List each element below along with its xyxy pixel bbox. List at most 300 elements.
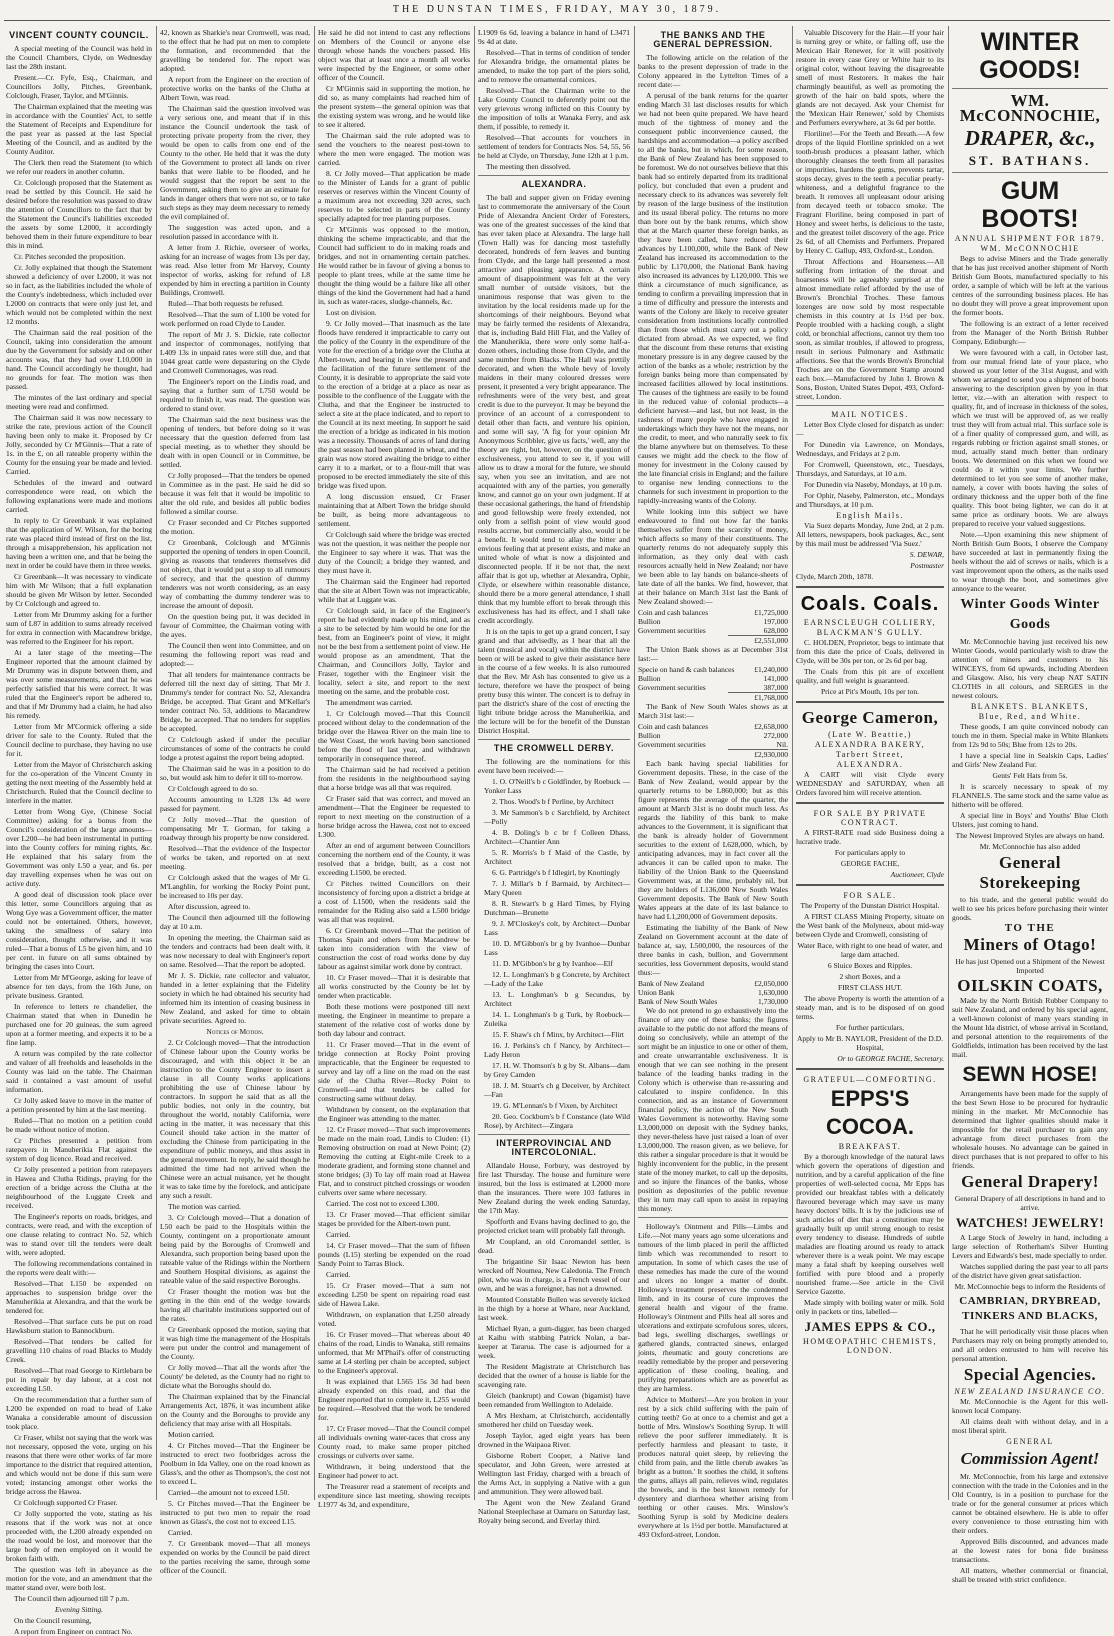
column-3 — [318, 28, 470, 1509]
intercolonial-headline: INTERPROVINCIAL AND INTERCOLONIAL. — [496, 1138, 612, 1157]
paragraph: A report from the Engineer on the erection of protective works on the banks of the Clutha at Albert Town, was read. — [160, 75, 310, 102]
paragraph: Both these motions were postponed till next meeting, the Engineer in meantime to prepare a statement of the relative cost of works done by both day labour and contract. — [318, 1002, 470, 1038]
table-row — [638, 674, 788, 683]
paragraph: Gents' Felt Hats from 5s. — [992, 771, 1068, 780]
paragraph: The Union Bank shows as at December 31st last:— — [638, 645, 788, 663]
list-item: 4. B. Doling's b c br f Colleen Dhass, Architect—Chantier Ann — [484, 828, 630, 846]
paragraph: A return was compiled by the rate collector and valuer of all freeholds and leaseholds in the County was laid on the table. The Chairman said it contained a vast amount of useful information. — [6, 1049, 152, 1094]
gum-boots-title: GUM BOOTS! — [981, 177, 1079, 233]
paragraph: The Chairman said it was now necessary to strike the rate, previous action of the Council having been only to make it. Proposed by Cr Jolly, seconded by Cr M'Ginnis—That a rate of 1s. in the £, on all rateable property within the County for the ensuing year be made and levied. Carried. — [6, 413, 152, 476]
row-value: 197,000 — [763, 617, 788, 626]
paragraph: The Chairman said he had received a petition from the residents in the neighbourhood saying that a horse bridge was all that was required. — [318, 765, 470, 792]
paragraph: Cr Greenbank—It was necessary to vindicate him with Mr Wilson; that a full explanation should be given Mr Wilson by letter. Seconded by Cr Colclough and agreed to. — [6, 572, 152, 608]
list-item: 20. Geo. Cockburn's b f Constance (late Wild Rose), by Architect—Zingara — [484, 1112, 630, 1130]
paragraph: By a thorough knowledge of the natural laws which govern the operations of digestion and nutrition, and by a careful application of the fine properties of well-selected cocoa, Mr Epps has provided our breakfast tables with a delicately flavoured beverage which may save us many heavy doctors' bills. It is by the judicious use of such articles of diet that a constitution may be gradually built up until strong enough to resist every tendency to disease. Hundreds of subtle maladies are floating around us ready to attack wherever there is a weak point. We may escape many a fatal shaft by keeping ourselves well fortified with pure blood and a properly nourished frame.—See article in the Civil Service Gazette. — [796, 1152, 944, 1296]
list-item: 10. D. M'Gibbon's br g by Ivanhoe—Dunbar Lass — [484, 939, 630, 957]
paragraph: Watches supplied during the past year to all parts of the district have given great satisfaction. — [952, 1262, 1108, 1280]
paragraph: A CART will visit Clyde every WEDNESDAY and SATURDAY, when all Orders favored him will receive attention. — [796, 770, 944, 797]
merchant-location: ST. BATHANS. — [968, 153, 1092, 168]
paragraph: The Bank of New South Wales shows as at March 31st last:— — [638, 702, 788, 720]
table-row — [638, 683, 788, 692]
bakery-ad-line: Tarbert Street, — [835, 750, 905, 759]
paragraph: All matters, whether commercial or financial, shall be treated with strict confidence. — [952, 1566, 1108, 1584]
paragraph: Mounted Constable Bullen was severely kicked in the thigh by a horse at Whare, near Auckland, last week. — [478, 1295, 630, 1322]
paragraph: Cr. Colclough proposed that the Statement as read be settled by this Council. He said he desired before the resolution was passed to draw the attention of Councillors to the fact that by the Statement the Council's liabilities exceeded the assets by some L2000, it accordingly behoved them in their future expenditure to bear this in mind. — [6, 178, 152, 250]
colliery-name: EARNSCLEUGH COLLIERY, — [803, 618, 937, 627]
paragraph: The Treasurer read a statement of receipts and expenditure since last meeting, showing receipts L1977 4s 3d, and expenditure, — [318, 1482, 470, 1509]
paragraph: 3. Cr Colclough moved—That a donation of L50 each be paid to the Hospitals within the County, contingent on a proportionate amount being paid by the Boroughs of Cromwell and Alexandra, such proportion being based upon the rateable value of the Ridings within the Northern and Southern Hospital divisions, as against the rateable value of the said respective Boroughs. — [160, 1213, 310, 1285]
cocoa-maker-line: HOMŒOPATHIC CHEMISTS, LONDON. — [803, 1337, 937, 1355]
masthead-rule — [4, 20, 1110, 21]
paragraph: Resolved—That L150 be expended on approaches to suspension bridge over the Manuherikia at Alexandra, and that the work be tendered for. — [6, 1279, 152, 1315]
paragraph: Spofforth and Evans having declined to go, the projected cricket team will probably fall through. — [478, 1217, 630, 1235]
row-value: 387,000 — [763, 683, 788, 692]
paragraph: A perusal of the bank returns for the quarter ending March 31 last discloses results for which we had not been quite prepared. We have heard much of the tightness of money and the consequent public inconvenience caused, the hardships and accommodation—a policy ascribed to all the banks, but in which, for some reason, the Bank of New Zealand has been supposed to be foremost. We do not ourselves believe that this bank had so entirely departed from its traditional policy, but concluded that even a prudent and necessary check to its advances was severely felt by reason of the large business of the institution and its usual liberal policy. The returns no more than bore out by the bank returns, which show that at the March quarter these foreign banks, as they have been called, have reduced their advances by L100,000, while the Bank of New Zealand has increased its accommodation to the public by L170,000, the National Bank having also increased its advances by L120,000. This we think a circumstance of much significance, as tending to confirm a prevailing impression that in a time of difficulty and pressure the interests and wants of the Colony are likely to receive greater consideration from institutions locally controlled than from those which must carry out a policy dictated from abroad. As we expected, we find that the discount from these returns that existing monetary pressure is in any degree caused by the action of the banks as a whole; restriction by the foreign banks being more than compensated by increased facilities allowed by local institutions. The causes of the tightness are easily to be found in the reduced value of colonial products—a deficient harvest—and last, but not least, in the rashness of many people who have engaged in undertakings which they have not the means, nor the credit, to meet, and who naturally seek to fix the blame anywhere but on themselves. To these causes we might add the check to the flow of money for investment in the Colony caused by the late financial crisis in England; and the failure to organise new lending connections to the channels for such investment in proportion to the rapidly-increasing wants of the Colony. — [638, 91, 788, 505]
paragraph: The question was left in abeyance as the motion for the vote, and an amendment that the matter stand over, were both lost. — [6, 1565, 152, 1592]
paragraph: 42, known as Sharkie's near Cromwell, was read, to the effect that he had put on men to complete the formation, and recommended that the gravelling be tendered for. The report was adopted. — [160, 28, 310, 73]
paragraph: A FIRST-RATE road side Business doing a lucrative trade. — [796, 828, 944, 846]
paragraph: Cr Fraser seconded and Cr Pitches supported the motion. — [160, 518, 310, 536]
row-label: Government securities — [638, 626, 706, 635]
row-value: 1,730,000 — [758, 997, 788, 1006]
paragraph: The Newest Improved Styles are always on hand. — [955, 831, 1105, 840]
paragraph: A Large Stock of Jewelry in hand, including a large selection of Rotherham's Silver Hunting Levers and Edwards's best, made specially to order. — [952, 1233, 1108, 1260]
table-total: £1,768,000 — [728, 692, 788, 702]
council-headline: VINCENT COUNTY COUNCIL. — [9, 30, 149, 40]
row-value: 1,630,000 — [758, 988, 788, 997]
paragraph: On the Council resuming, — [14, 1616, 92, 1625]
paragraph: Withdrawn by consent, on the explanation that the Engineer was attending to the matter. — [318, 1105, 470, 1123]
column-7 — [952, 28, 1108, 1584]
winter-goods-title: WINTER GOODS! — [979, 28, 1081, 84]
paragraph: Ruled—That both requests be refused. — [168, 299, 284, 308]
paragraph: The Council then adjourned till 7 p.m. — [14, 1594, 129, 1603]
sale-heading: FOR SALE BY PRIVATE CONTRACT. — [813, 809, 927, 827]
paragraph: Cr. Pitches seconded the proposition. — [14, 252, 126, 261]
paragraph: General Drapery of all descriptions in hand and to arrive. — [954, 1194, 1106, 1212]
paragraph: A special meeting of the Council was held in the Council Chambers, Clyde, on Wednesday last the 28th instant. — [6, 44, 152, 71]
sale-heading: FOR SALE. — [843, 891, 897, 900]
oilskin-title: OILSKIN COATS, — [957, 976, 1103, 995]
paragraph: Cr Jolly moved—That the question of compensating Mr T. Gorman, for taking a roadway through his property be now considered. — [160, 815, 310, 842]
paragraph: It was explained that L565 15s 3d had been already expended on this road, and that the Engineer reported that to complete it, L255 would be required.—Resolved that the work be tendered for. — [318, 1377, 470, 1422]
agencies-title: Special Agencies. — [963, 1365, 1097, 1384]
paragraph: Cr Jolly presented a petition from ratepayers in Hawea and Clutha Ridings, praying for the erection of a bridge across the Clutha at the neighbourhood of the Luggate Creek and received. — [6, 1165, 152, 1210]
divider — [796, 586, 944, 588]
districts-list: CAMBRIAN, DRYBREAD, TINKERS AND BLACKS, — [959, 1295, 1101, 1322]
paragraph: The Engineer's report on the Lindis road, and saying that a further sum of L750 would be required to finish it, was read. The question was ordered to stand over. — [160, 377, 310, 413]
row-label: Coin and cash balances — [638, 608, 709, 617]
merchant-name: WM. McCONNOCHIE, — [959, 91, 1101, 125]
blankets-heading: BLANKETS. BLANKETS, — [970, 702, 1090, 711]
list-item: 18. J. M. Stuart's ch g Deceiver, by Architect—Fan — [484, 1081, 630, 1099]
paragraph: Cr Jolly moved—That all the words after 'the County' be deleted, as the County had no right to dictate what the Boroughs should do. — [160, 1363, 310, 1390]
paragraph: 12. Cr Fraser moved—That such improvements be made on the main road, Lindis to Cluden: (1) Removing obstruction on road at Newt Point; (2) Removing the cutting at Eight-mile Creek to a moderate gradient, and forming stone channel and stone bridges; (3) To lay off main road at Hawea Flat, and to construct pitched crossings or wooden culverts over same where necessary. — [318, 1125, 470, 1197]
miners-prefix: TO THE — [1004, 922, 1056, 934]
cocoa-subtitle: BREAKFAST. — [838, 1142, 902, 1151]
paragraph: Cr Fraser said that was correct, and moved an amendment—That the Engineer be requested to report to next meeting on the construction of a horse bridge across the Hawea, cost not to exceed L300. — [318, 794, 470, 839]
list-item: 15. F. Shaw's ch f Minx, by Architect—Flirt — [492, 1030, 624, 1039]
paragraph: Each bank having special liabilities for Government deposits. These, in the case of the Bank of New Zealand, would appear by the quarterly returns to be L860,000; but as this figure represents the average of the quarter, the amount at March 31st is no doubt much less. As regards the liability of this bank to make advances to the Government, it is significant that the bank is already holder of Government securities to the extent of L628,000, which, by anticipating advances, may in fact cover all the advances it can be called upon to make. The liability of the Union Bank to the Queensland Government was, at the time, probably nil, but they are holders of L136,000 New South Wales Government deposits. The Bank of New South Wales appears at the date of its last balance to have had L1,200,000 of Government deposits. — [638, 759, 788, 921]
paragraph: Cr Jolly supported the vote, stating as his reasons that if the work was not at once proceeded with, the L200 already expended on the road would be lost, and moreover that the large body of men employed on it would be broken faith with. — [6, 1509, 152, 1563]
paragraph: GEORGE FACHE, — [840, 859, 900, 868]
paragraph: Letter from Mr Drummy asking for a further sum of L87 in addition to sums already received for extra in connection with Macandrew bridge, was referred to the Engineer for his report. — [6, 610, 152, 646]
winter-goods-subtitle: Winter Goods Winter Goods — [960, 597, 1100, 632]
paragraph: The Chairman said the next business was the opening of tenders, but before doing so it was necessary that the question deferred from last special meeting, as to whether they should be dealt with in open Council or in Committee, be settled. — [160, 415, 310, 469]
paragraph: For Dunedin via Lawrence, on Mondays, Wednesdays, and Fridays at 2 p.m. — [796, 440, 944, 458]
paragraph: Made by the North British Rubber Company to suit New Zealand, and ordered by his special agent, a well-known colonist of many years standing in the Mount Ida district, of whose arrival in Scotland, and personal attention to the requirements of the Goldfields, intimation has been received by the last mail. — [952, 996, 1108, 1059]
paragraph: A FIRST CLASS Mining Property, situate on the West bank of the Molyneux, about mid-way between Clyde and Cromwell, consisting of — [796, 912, 944, 939]
paragraph: Mr. McConnochie has also added — [979, 842, 1081, 851]
row-label: Bullion — [638, 674, 661, 683]
merchant-small: WM. McCONNOCHIE — [980, 244, 1080, 253]
paragraph: For further particulars, — [835, 1023, 905, 1032]
paragraph: 9. Cr Jolly moved—That inasmuch as the late floods have rendered it impracticable to carry out the policy of the County in the expenditure of the vote for the erection of a bridge over the Clutha at Albert-town, and bearing in view the present and the facilitation of the future settlement of the County, it is desirable to appropriate the said vote to the erection of a bridge at a place as near as possible to the confluence of the Luggate with the Clutha, and that the Engineer be instructed to select a site at the place indicated, and to report to the Council at its next meeting. In support he said the erection of a bridge as indicated in his motion was a necessity. Thousands of acres of land during the past season had been planted in wheat, and the grain was now stored awaiting the bridge to either carry it to a market, or to a flour-mill that was proposed to be erected immediately the site of this bridge was fixed upon. — [318, 319, 470, 490]
paragraph: 4. Cr Pitches moved—That the Engineer be instructed to erect two footbridges across the Poolburn in Ida Valley, one on the road known as Glass's, and the other as Thompson's, the cost not to exceed L. — [160, 1441, 310, 1486]
paragraph: 7. Cr Greenbank moved—That all moneys expended on works by the Council be paid direct to the parties receiving the same, through some officer of the Council. — [160, 1539, 310, 1575]
paragraph: The brigantine Sir Isaac Newton has been wrecked off Noumea, New Caledonia. The French pilot, who was in charge, is a French vessel of our own, and he was a foreigner, has not a drowned. — [478, 1257, 630, 1293]
paragraph: The Chairman said the real position of the Council, taking into consideration the amount due by the Government for subsidy and on other accounts was, that they had over L10,000 in hand. The Council accordingly he thought, had no grounds for fear. The motion was then passed. — [6, 328, 152, 391]
row-label: Bank of New Zealand — [638, 979, 705, 988]
paragraph: Resolved—That the evidence of the Inspector of works be taken, and reported on at next meeting. — [160, 844, 310, 871]
paragraph: Cr Colclough supported Cr Fraser. — [14, 1498, 118, 1507]
paragraph: In reply to Cr Greenbank it was explained that the application of W. Wilson, for the boring rate was placed third instead of first on the list, through a misapprehension, his application not having been a written one, and that he being the next in order he could have them in three weeks. — [6, 516, 152, 570]
table-row — [638, 626, 788, 635]
divider — [796, 701, 944, 703]
paragraph: We were favoured with a call, in October last, from our mutual friend late of your place, who showed us your letter of the 31st August, and with whom we arranged to send you a shipment of boots answering to the description given by you in that letter, viz.—with an alteration with respect to quality, fit, and of increase in thickness of the soles, which we trust will be approved of, as we really trust they will from actual trial. This surface sole is of a finer quality of compressed gum, and will, as regards rubbing or friction against small stones, or mud, actually stand much better than ordinary boots. We determined on this when we found we could do it within your limits. We further determined to let you see some of another make, namely, a cover with boots having the soles of ordinary thickness and the upper both of the fine quality. This boot being lighter, we can do it at same price as ordinary boots. We are always prepared to receive your valued suggestions. — [952, 348, 1108, 528]
paragraph: Letter from Wong Gye, (Chinese Social Committee) asking for a bonus from the Council's consideration of the large amounts—over L200—he had been instrumental in putting into the County coffers for mining rights, &c. He explained that his salary from the Government was only L50 a year, and 6s. per day travelling expenses when he was out on active duty. — [6, 807, 152, 888]
paragraph: Withdrawn, on explanation that L250 already voted. — [318, 1310, 470, 1328]
paragraph: All claims dealt with without delay, and in a most liberal spirit. — [952, 1417, 1108, 1435]
blankets-colors: Blue, Red, and White. — [978, 712, 1082, 721]
paragraph: The Coals from this pit are of excellent quality, and full weight is guaranteed. — [796, 667, 944, 685]
paragraph: Cr Fraser thought the motion was but the getting in the thin end of the wedge towards having all charitable institutions supported out of the rates. — [160, 1287, 310, 1323]
column-rule — [474, 26, 475, 1500]
paragraph: For particulars apply to — [834, 848, 906, 857]
table-row — [638, 988, 788, 997]
paragraph: Ruled—That no motion on a petition could be made without notice of motion. — [6, 1116, 152, 1134]
paragraph: Allandale House, Forbury, was destroyed by fire last Thursday. The house and furniture were insured, but the loss is estimated at L2000 more than the insurances. There were 103 fatlures in New Zealand during the week ending Saturday, the 17th May. — [478, 1161, 630, 1215]
paragraph: Cr M'Ginnis was opposed to the motion, thinking the scheme impracticable, and that the Council had sufficient to do in making roads and bridges, and not in ornamenting certain patches. He would rather be in favour of giving a bonus to people to plant trees, while at the same time he thought the thing would be a failure like all other things of the kind the Government had had a hand in, such as water-races, sludge-channels, &c. — [318, 225, 470, 306]
column-rule — [314, 26, 315, 1500]
row-value: 141,000 — [763, 674, 788, 683]
paragraph: Valuable Discovery for the Hair.—If your hair is turning grey or white, or falling off, use the Mexican Hair Renewer, for it will positively restore in every case Grey or White hair to its original color, without leaving the disagreeable smell of most Restorers. It makes the hair charmingly beautiful, as well as promoting the growth of the hair on bald spots, where the glands are not decayed. Ask your Chemist for the 'Mexican Hair Renewer,' sold by Chemists and Perfumers everywhere, at 3s 6d per bottle. — [796, 28, 944, 127]
table-row — [638, 617, 788, 626]
paragraph: Cr Jolly proposed—That the tenders be opened in Committee as in the past. He said he did so because it was felt that it would be impolitic to alter the old rule, and besides all public bodies followed a similar course. — [160, 471, 310, 516]
paragraph: Cr Colclough said, in face of the Engineer's report he had evidently made up his mind, and as a site to be selected by him would be one for the best, from an Engineer's point of view, it might not be the best from a settlement point of view. He would propose as an amendment, That the Chairman, and Councillors Jolly, Taylor and Fraser, together with the Engineer visit the locality, select a site, and report to the next meeting on the same, and the probable cost. — [318, 606, 470, 696]
paragraph: The Council then went into Committee, and on resuming the following report was read and adopted:— — [160, 641, 310, 668]
coals-ad-title: Coals. Coals. — [800, 593, 940, 615]
paragraph: On the recommendation that a further sum of L200 be expended on road to head of Lake Wanaka a considerable amount of discussion took place. — [6, 1395, 152, 1431]
paragraph: Cr Colclough asked if under the peculiar circumstances of some of the contracts he could lodge a protest against the report being adopted. — [160, 735, 310, 762]
list-item: 16. J. Perkins's ch f Nancy, by Architect—Lady Heron — [484, 1041, 630, 1059]
paragraph: Via Suez departs Monday, June 2nd, at 2 p.m. All letters, newspapers, book packages, &c., sent by this mail must be addressed 'Via Suez.' — [796, 521, 944, 548]
paragraph: Cr Colclough asked that the wages of Mr G. M'Langhlin, for working the Rocky Point punt, be increased to 10s per day. — [160, 873, 310, 900]
paragraph: The minutes of the last ordinary and special meeting were read and confirmed. — [6, 393, 152, 411]
paragraph: Carried. The cost not to exceed L300. — [326, 1199, 440, 1208]
paragraph: Mr J. S. Dickie, rate collector and valuator, handed in a letter explaining that the Fidelity society in which he had obtained his security had informed him its intention of ceasing business in New Zealand, and asked for time to obtain private securities. Agreed to. — [160, 971, 310, 1025]
table-total: £2,930,000 — [728, 749, 788, 759]
paragraph: Carried—the amount not to exceed L50. — [168, 1488, 290, 1497]
list-item: 12. L. Longhman's b g Concrete, by Architect—Lady of the Lake — [484, 970, 630, 988]
row-value: £2,658,000 — [754, 722, 788, 731]
paragraph: The following recommendations contained in the reports were dealt with:— — [6, 1259, 152, 1277]
subheading: Notices of Motion. — [206, 1027, 264, 1036]
row-label: Government securities — [638, 740, 706, 749]
paragraph: 13. Cr Fraser moved—That efficient similar stages be provided for the Albert-town punt. — [318, 1210, 470, 1228]
divider — [796, 802, 944, 804]
paragraph: Water Race, with right to one head of water, and large dam attached. — [797, 941, 943, 959]
list-item: 2. Thos. Wood's b f Perline, by Architect — [492, 797, 614, 806]
paragraph: That all tenders for maintenance contracts be deferred till the next day of sitting. That Mr J. Drummy's tender for contract No. 52, Alexandra Bridge, be accepted. That Grant and M'Kellar's tender contract No. 53, additions to Macandrew Bridge, be accepted. That no tenders for supplies be accepted. — [160, 670, 310, 733]
paragraph: Estimating the liability of the Bank of New Zealand on Government account at the date of balance at, say, L500,000, the resources of the three banks in cash, bullion, and Government securities, less Government deposits, would stand thus:— — [638, 923, 788, 977]
row-label: Government securities — [638, 683, 706, 692]
paragraph: Letter from Mr M'Cormick offering a side driver for sale to the County. Ruled that the Council decline to purchase, they having no use for it. — [6, 722, 152, 758]
paragraph: The Chairman said the Engineer had reported that the site at Albert Town was not impracticable, while that at Luggate was. — [318, 577, 470, 604]
column-2 — [160, 28, 310, 1575]
paragraph: The amendment was carried. — [326, 698, 413, 707]
table-row — [638, 731, 788, 740]
paragraph: Cr Pitches twitted Councillors on their inconsistency of forcing upon a district a bridge at a cost of L1500, when the residents said the remainder for the Riding also said a L500 bridge was all that was required. — [318, 879, 470, 924]
paragraph: Carried. — [326, 1270, 351, 1279]
shipment-line: ANNUAL SHIPMENT FOR 1879. — [954, 234, 1106, 243]
paragraph: Letter Box Clyde closed for dispatch as under:— — [796, 420, 944, 438]
paragraph: While looking into this subject we have endeavoured to find out how far the banks themselves suffer from the scarcity of money, which affects so many of their constituents. The quarterly returns do not adequately supply this information, as they only deal with cash resources actually held in New Zealand; nor have we been able to lay hands on balance-sheets of late date of all the banks. We find, however, that at their balance on March 31st last the Bank of New Zealand showed:— — [638, 507, 788, 606]
list-item: 7. J. Millar's b f Barmaid, by Architect—Mary Queen — [484, 879, 630, 897]
colliery-location: BLACKMAN'S GULLY. — [816, 628, 924, 637]
paragraph: Mr. McConnochie begs to inform the Residents of — [954, 1282, 1106, 1291]
paragraph: The Agent won the New Zealand Grand National Steeplechase at Oamaru on Saturday last, Royalty being second, and Everlay third. — [478, 1498, 630, 1525]
paragraph: The Chairman said the question involved was a very serious one, and meant that if in this instance the Council undertook the task of protecting private property from the river, they would be open to calls from one end of the County to the other. He held that it was the duty of the Government to protect all lands on river banks that were liable to be flooded, and he would suggest that the report be sent to the Government, asking them to give an estimate for lands in danger others that were not so, or to take such steps as they may deem necessary to remedy the evil complained of. — [160, 104, 310, 221]
paragraph: He has just Opened out a Shipment of the Newest Imported — [955, 957, 1105, 975]
paragraph: After an end of argument between Councillors concerning the northern end of the County, it was resolved that a bridge, built, as a cost not exceeding L1500, be erected. — [318, 841, 470, 877]
paragraph: Mr. McConnochie having just received his new Winter Goods, would particularly wish to draw the attention of miners and customers to his WINCEYS, from 6d upwards, including Aberdeen and Glasgow. Also, his very cheap NAT SATIN CLOTHS in all colours, and SERGES in the newest colours. — [952, 637, 1108, 700]
commission-prefix: GENERAL — [1006, 1437, 1054, 1446]
paragraph: The motion was carried. — [168, 1202, 241, 1211]
table-row — [638, 722, 788, 731]
paragraph: I have a special line in Sealskin Caps, Ladies' and Girls' New Zealand Fur. — [952, 751, 1108, 769]
paragraph: We do not pretend to go exhaustively into the finance of any one of these banks; the figures available to the public do not afford the means of doing so conclusively, while an attempt of the sort might be an injustice to one or other of them, and create unwarrantable exclusiveness. It is enough that we can see nothing in the present balance of the leading banks trading in the Colony which is otherwise than re-assuring and calculated to inspire confidence. In this connection, and as an instance of Government financial policy, the action of the New South Wales Government is noteworthy. Having some L3,000,000 on deposit with the Sydney banks, they never-theless have just raised a loan of over L3,000,000. The reason given, as we believe, for this rather a singular procedure is that it would be highly inconvenient for the public, in the present state of the money market, to call up the deposits, and so injure the finances of the banks, whose position as depositories of the public revenue they in turn may call upon to assist in repaying this money. — [638, 1006, 788, 1213]
watches-title: WATCHES! JEWELRY! — [955, 1215, 1105, 1230]
paragraph: The report of Mr J. S. Dickie, rate collector and inspector of commonages, notifying that L409 13s in unpaid rates were still due, and that 1044 great cattle were depasturing on the Clyde and Cromwell Commonages, was read. — [160, 330, 310, 375]
insurance-company: NEW ZEALAND INSURANCE CO. — [954, 1387, 1106, 1396]
paragraph: Mr Coupland, an old Coromandel settler, is dead. — [478, 1237, 630, 1255]
paragraph: The ball and supper given on Friday evening last to commemorate the anniversary of the Court Pride of Alexandra Ancient Order of Foresters, was one of the greatest successes of the kind that has ever taken place at Alexandra. The large hall (Town Hall) was for dancing most tastefully decorated, hundreds of fern leaves and bunting from Clyde, and the large hall presented a most attractive and pleasing appearance. A certain amount of disappointment was felt at the very small number of outside visitors, but the unanimous response that was given to the invitation by the local residents made up for the shortcomings of their neighbours. Beyond what may be fairly termed the residents of Alexandra, that is, including Bald Hill Flat, and the Valley of the Manuherikia, there were only some half-a-dozen others, including those from Clyde, and the same number from Blacks. The Hall was prettily decorated, and when the whole bevy of lovely maidens in their many coloured dresses were present, it presented a very bright appearance. The refreshments were of the very best, and great credit is due to the purveyor. It may be beyond the province of an account of a correspondent to detail other than facts, and venture his opinion, and some will say, 'A fig for your opinion Mr Anonymous Scribbler, give us facts,' well, any the theory are right, but, however, on the question of exclusiveness, you attend to see it, if you will allow us to draw a moral for the future, we should say, when you see an invitation, and are not acquainted with any of the parties, you generally know, and cannot go on your own judgment. If at these occasional gatherings, the hand of friendship and good fellowship were freely extended, not only from a selfish point of view would good results accrue, but commercially also, would it be a benefit. It would tend to allay the bitter and envious feeling that at present exists, and make an united whole of what is now a disjointed and disconnected people. If it be not that, the next affair that is got up, whether at Alexandra, Ophir, Clyde, or elsewhere within reasonable distance, should there be a more general attendance, I shall think that my humble effort to break through this exclusiveness has had its effect, and I shall take credit accordingly. — [478, 193, 630, 625]
english-mails-heading: English Mails. — [836, 511, 904, 520]
paragraph: L1909 6s 6d, leaving a balance in hand of L3471 9s 4d at date. — [478, 28, 630, 46]
paragraph: 15. Cr Fraser moved—That a sum not exceeding L250 be spent on repairing road east side of Hawea Lake. — [318, 1281, 470, 1308]
signature: Postmaster — [910, 561, 944, 570]
paragraph: Note.—Upon examining this new shipment of North British Gum Boots, I observe the Company have succeeded at last in permanently fixing the heels without the aid of screws or nails, which is a vast improvement upon the others, as the nails used to wear through the boot, and sometimes give annoyance to the wearer. — [952, 530, 1108, 593]
signature: S. DEWAR, — [909, 550, 944, 559]
paragraph: Resolved—That tenders be called for gravelling 110 chains of road Blacks to Muddy Creek. — [6, 1337, 152, 1364]
paragraph: The Chairman explained that by the Financial Arrangements Act, 1876, it was incumbent alike on the County and the Boroughs to provide any deficiency that may arise with all Hospitals. — [160, 1392, 310, 1428]
paragraph: Michael Ryan, a gum-digger, has been charged at Kaihu with stabbing Patrick Nolan, a bar-keeper at Tararua. The case is adjourned for a week. — [478, 1324, 630, 1360]
divider — [478, 739, 630, 740]
paragraph: Made simply with boiling water or milk. Sold only in packets or tins, labelled— — [796, 1298, 944, 1316]
table-row — [638, 740, 788, 749]
paragraph: Motion carried. — [168, 1430, 215, 1439]
paragraph: After discussion, agreed to. — [168, 902, 251, 911]
paragraph: A letter from J. Richie, overseer of works, asking for an increase of wages from 13s per day, was read. Also letter from Mr Harvey, County inspector of works, asking for refund of L8 expended by him in erecting a partition in County Buildings, Cromwell. — [160, 243, 310, 297]
column-4 — [478, 28, 630, 1525]
paragraph: The Council then adjourned till the following day at 10 a.m. — [160, 913, 310, 931]
paragraph: Floriline!—For the Teeth and Breath.—A few drops of the liquid Floriline sprinkled on a wet tooth-brush produces a pleasant lather, which thoroughly cleanses the teeth from all parasites or impurities, hardens the gums, prevents tartar, stops decay, gives to the teeth a peculiar pearly-whiteness, and a delightful fragrance to the breath. It removes all unpleasant odour arising from decayed teeth or tobacco smoke. The Fragrant Floriline, being composed in part of Honey and sweet herbs, is delicious to the taste, and the greatest toilet discovery of the age. Price 2s 6d, of all Chemists and Perfumers. Prepared by Henry C. Gallup, 493, Oxford-st., London. — [796, 129, 944, 255]
list-item: 8. R. Stewart's b g Hard Times, by Flying Dutchman—Brunette — [484, 899, 630, 917]
paragraph: At a later stage of the meeting—The Engineer reported that the amount claimed by Mr Drummy was in dispute between them, and was over some measurements, and that he was perfectly satisfied that his were correct. It was ruled that the Engineer's report be adhered to, and that if Mr Drummy had a claim, he had also his remedy. — [6, 648, 152, 720]
row-label: Bullion — [638, 617, 661, 626]
paragraph: Cr Jolly asked leave to move in the matter of a petition presented by him at the last meeting. — [6, 1096, 152, 1114]
miners-title: Miners of Otago! — [963, 935, 1097, 954]
paragraph: The Chairman said the rule adopted was to send the vouchers to the nearest post-town to where the men were engaged. The motion was carried. — [318, 131, 470, 167]
paragraph: 10. Cr Fraser moved—That it is desirable that all works constructed by the County be let by tender when practicable. — [318, 973, 470, 1000]
paragraph: These goods, I am quite convinced nobody can touch me in them. Special make in White Blankets from 12s 9d to 50s; Blue from 12s to 20s. — [952, 722, 1108, 749]
merchant-trade: DRAPER, &c., — [964, 126, 1096, 150]
paragraph: In reference to letters re chandelier, the Chairman stated that when in Dunedin he purchased one for 20 guineas, the sum agreed upon at a former meeting, and expects it to be a fine lamp. — [6, 1002, 152, 1047]
paragraph: Approved Bills discounted, and advances made at the lowest rates for bona fide business transactions. — [952, 1537, 1108, 1564]
paragraph: 6. Cr Greenbank moved—That the petition of Thomas Spain and others from Macandrew be taken into consideration with the view of construction the cost of road works done by day labour as against similar work done by contract. — [318, 926, 470, 971]
paragraph: FIRST CLASS HUT. — [837, 983, 903, 992]
paragraph: It is on the tapis to get up a grand concert, I say grand and that advisedly, as I hear that all the talent (musical and vocal) within the district have been or will be asked to give their assistance here in the course of a few weeks. It is also rumoured that the Rev. Mr Ash has consented to give us a lecture, therefore we have the prospect of being pretty busy this winter. The concert is to defray in part the district's share of the cost of erecting the light tribute bridge across the Manuherikia, and the lecture will be for the benefit of the Dunstan District Hospital. — [478, 627, 630, 735]
divider — [796, 405, 944, 406]
column-rule — [634, 26, 635, 1500]
paragraph: Cr Greenbank, Colclough and M'Ginnis supported the opening of tenders in open Council, giving as reasons that tenderers themselves did not object, that it would put a stop to all rumours of secrecy, and that the question of dummy tenderers was not worth considering, as an easy way of combatting the dummy tenderer was to increase the amount of deposit. — [160, 538, 310, 610]
paragraph: 17. Cr Fraser moved—That the Council compel all individuals owning water-races that cross any County road, to make same proper pitched crossings or culverts over same. — [318, 1424, 470, 1460]
paragraph: Holloway's Ointment and Pills—Limbs and Life.—Not many years ago some ulcerations and tumours of the limb placed in peril the afflicted limb which was recommended to resort to amputation. In some of which cases the use of these remedies has made the cure of the wound and ulcers no longer a matter of doubt. Holloway's treatment preserves the condemned limb, and in its course of cure improves the general health and vigour of the frame. Holloway's Ointment and Pills heal all sores and ulcerations and extirpate scrofulous sores, ulcers, bad legs, swelling discharges, swellings or gathered glands, contracted sinews, enlarged joints, rheumatic and gouty concretions are readily remediable by the proper and persevering application of these cooling, healing, and purifying preparations which are as powerful as they are harmless. — [638, 1222, 788, 1393]
paragraph: Cr Colclough said where the bridge was erected was not the question, it was neither the people nor the Engineer to say where it was. That was the duty of the Council; a bridge they wanted, and they must have it. — [318, 530, 470, 575]
alexandra-headline: ALEXANDRA. — [521, 179, 587, 189]
paragraph: Throat Affections and Hoarseness.—All suffering from irritation of the throat and hoarseness will be agreeably surprised at the almost immediate relief afforded by the use of Brown's Bronchial Troches. These famous lozenges are now sold by most respectable chemists in this country at 1s 1½d per box. People troubled with a hacking cough, a slight cold, or bronchial affections, cannot try them too soon, as similar troubles, if allowed to progress, result in serious Pulmonary and Asthmatic affections. See that the words Brown's Bronchial Troches are on the Government Stamp around each box.—Manufactured by John I. Brown & Sons, Boston, United States Depot, 493, Oxford-street, London. — [796, 257, 944, 401]
paragraph: The Clerk then read the Statement (to which we refer our readers in another column. — [6, 158, 152, 176]
row-label: Coin and cash balances — [638, 722, 709, 731]
paragraph: Cr Pitches presented a petition from ratepayers in Manuherikia Flat against the system of dog licence. Read and received. — [6, 1136, 152, 1163]
paragraph: Begs to advise Miners and the Trade generally that he has just received another shipment of North British Gum Boots, manufactured specially to his order, a sample of which will be left at the various centres of the surrounding business places. He has no doubt they will prove a great improvement upon the former boots. — [952, 254, 1108, 317]
column-rule — [792, 26, 793, 1500]
paragraph: Mr. McConnochie, from his large and extensive connection with the trade in the Colonies and in the Old Country, is in a position to purchase for the trade or for the general consumer at prices which cannot be obtained elsewhere. He is able to offer every convenience to those entrusting him with their orders. — [952, 1472, 1108, 1535]
paragraph: Letter from the Mayor of Christchurch asking for the co-operation of the Vincent County in getting the next meeting of the Assembly held at Christchurch. Ruled that the Council decline to interfere in the matter. — [6, 760, 152, 805]
price-line: Price at Pit's Mouth, 10s per ton. — [820, 687, 919, 696]
list-item: 11. D. M'Gibbon's br g by Ivanhoe—Elf — [492, 959, 613, 968]
divider — [638, 1217, 788, 1218]
column-rule — [156, 26, 157, 1500]
paragraph: 6 Sluice Boxes and Ripples. — [827, 961, 913, 970]
paragraph: He said he did not intend to cast any reflections on Members of the Council or anyone else through whose hands the vouchers passed. His object was that at least once a month all works were inspected by the Engineer, or some other officer of the Council. — [318, 28, 470, 82]
commission-title: Commission Agent! — [960, 1449, 1100, 1468]
paragraph: The Property of the Dunstan District Hospital. — [800, 901, 940, 910]
list-item: 1. O. O'Neill's b c Goldfinder, by Roebuck —Yonker Lass — [484, 777, 630, 795]
paragraph: 1. Cr Colclough moved—That this Council proceed without delay to the condemnation of the bridge over the Hawea River on the main line to the West Coast, the work having been sanctioned before the flood of last year, and withdrawn temporarily in consequence thereof. — [318, 709, 470, 763]
paragraph: The following are the nominations for this event have been received:— — [478, 757, 630, 775]
bakery-ad-title: George Cameron, — [801, 708, 939, 727]
paragraph: Cr Colclough agreed to do so. — [168, 784, 258, 793]
row-label: Bank of New South Wales — [638, 997, 718, 1006]
paragraph: Resolved—That accounts for vouchers in settlement of tenders for Contracts Nos. 54, 55, 56 be held at Clyde, on Thursday, June 12th at 1 p.m. — [478, 133, 630, 160]
row-label: Union Bank — [638, 988, 675, 997]
paragraph: Cr Fraser, whilst not saying that the work was not necessary, opposed the vote, urging on his reasons that there were other works of far more importance to the district that required attention, and which would not be done if this sum were voted; instancing amongst other works the bridge across the Hawea. — [6, 1433, 152, 1496]
table-total: £2,551,000 — [728, 635, 788, 645]
paragraph: The suggestion was acted upon, and a resolution passed in accordance with it. — [160, 223, 310, 241]
paragraph: Cr M'Ginnis said in supporting the motion, he did so, as many complaints had reached him of the present system—the general opinion was that the existing system was wrong, and he would like to see it altered. — [318, 84, 470, 129]
bakery-ad-line: ALEXANDRA. — [836, 760, 904, 769]
bakery-ad-line: ALEXANDRA BAKERY, — [814, 740, 926, 749]
list-item: 13. L. Longhman's b g Secundus, by Architect — [484, 990, 630, 1008]
paragraph: The meeting then dissolved. — [486, 162, 571, 171]
row-value: 628,000 — [763, 626, 788, 635]
table-row — [638, 608, 788, 617]
table-row — [638, 979, 788, 988]
divider — [952, 172, 1108, 173]
list-item: 14. L. Longhman's b g Turk, by Roebuck—Zuleika — [484, 1010, 630, 1028]
cocoa-maker: JAMES EPPS & CO., — [804, 1319, 936, 1334]
paragraph: That he will periodically visit those places when Purchasers may rely on being promptly attended to, and all orders entrusted to him will receive his personal attention. — [952, 1327, 1108, 1363]
paragraph: A long discussion ensued, Cr Fraser maintaining that at Albert Town the bridge should be built, as being more advantageous to settlement. — [318, 492, 470, 528]
paragraph: C. HOLDEN, Proprietor, begs to intimate that from this date the price of Coals, delivered in Clyde, will be 30s per ton, or 2s 6d per bag. — [796, 638, 944, 665]
paragraph: Advice to Mothers!—Are you broken in your rest by a sick child suffering with the pain of cutting teeth? Go at once to a chemist and get a bottle of Mrs. Winslow's Soothing Syrup. It will relieve the poor sufferer immediately. It is perfectly harmless and pleasant to taste, it produces natural quiet sleep, by relieving the child from pain, and the little cherub awakes 'as bright as a button.' It soothes the child, it softens the gums, allays all pain, relieves wind, regulates the bowels, and is the best known remedy for dysentery and diarrhoea whether arising from teething or other causes. Mrs. Winslow's Soothing Syrup is sold by Medicine dealers everywhere at 1s 1½d per bottle. Manufactured at 493 Oxford-street, London. — [638, 1395, 788, 1539]
list-item: 3. Mr Sammon's b c Sarchfield, by Architect—Polly — [484, 808, 630, 826]
cocoa-tagline: GRATEFUL—COMFORTING. — [803, 1075, 937, 1084]
divider — [796, 884, 944, 886]
paragraph: Present.—Cr. Fyfe, Esq., Chairman, and Councillors Jolly, Pitches, Greenbank, Colclough, Fraser, Taylor, and M'Ginnis. — [6, 73, 152, 100]
storekeeping-title: General Storekeeping — [979, 853, 1081, 892]
drapery-title: General Drapery! — [961, 1172, 1099, 1191]
paragraph: A special line in Boys' and Youths' Blue Cloth Ulsters, just coming to hand. — [952, 811, 1108, 829]
sewn-hose-title: SEWN HOSE! — [962, 1063, 1098, 1086]
row-value: 272,000 — [763, 731, 788, 740]
paragraph: Cr. Jolly explained that though the Statement showed a deficiency of over L2000, it was not so in fact, as the liabilities included the whole of the County's indebtedness, which included over L2000 on contracts that were only just let, and which would not be completed within the next 12 months. — [6, 263, 152, 326]
paragraph: Resolved—That in terms of condition of tender for Alexandra bridge, the ornamental plates be amended, to make the top part of the piers solid, and to remove the ornamental cornices. — [478, 48, 630, 84]
signature: Auctioneer, Clyde — [890, 870, 944, 879]
row-value: £2,050,000 — [754, 979, 788, 988]
paragraph: Gleich (bankrupt) and Cowan (bigamist) have been remanded from Wellington to Adelaide. — [478, 1391, 630, 1409]
paragraph: Apply to Mr B. NAYLOR, President of the D.D. Hospital, — [797, 1034, 943, 1052]
paragraph: Resolved—That the sum of L100 be voted for work performed on road Clyde to Lauder. — [160, 310, 310, 328]
paragraph: Mr. McConnochie is the Agent for this well-known local Company. — [952, 1397, 1108, 1415]
signature: Or to GEORGE FACHE, Secretary. — [837, 1054, 944, 1063]
masthead: THE DUNSTAN TIMES, FRIDAY, MAY 30, 1879. — [392, 4, 722, 15]
table-row — [638, 997, 788, 1006]
paragraph: The above Property is worth the attention of a steady man, and is to be disposed of on good terms. — [796, 994, 944, 1021]
cocoa-ad-title: EPPS'S COCOA. — [826, 1086, 914, 1139]
table-row — [638, 665, 788, 674]
paragraph: 5. Cr Pitches moved—That the Engineer be instructed to put two men to repair the road known as Glass's, the cost not to exceed L15. — [160, 1499, 310, 1526]
column-5 — [638, 28, 788, 1539]
paragraph: In opening the meeting, the Chairman said as the tenders and contracts had been dealt with, it was now necessary to deal with Engineer's report on same. Resolved—That the report be adopted. — [160, 933, 310, 969]
paragraph: 16. Cr Fraser moved—That whereas about 40 chains of the road, Lindis to Wanaka, still remains unformed, that Mr M'Phail's offer of constructing same at L4 sterling per chain be accepted, subject to the Engineer's approval. — [318, 1330, 470, 1375]
paragraph: Letter from Mr M'George, asking for leave of absence for ten days, from the 16th June, on private business. Granted. — [6, 973, 152, 1000]
list-item: 6. G. Partridge's b f Idlegirl, by Knottingly — [492, 868, 621, 877]
list-item: 19. G. M'Lennan's b f Vixen, by Architect — [492, 1101, 618, 1110]
row-label: Bullion — [638, 731, 661, 740]
column-6 — [796, 28, 944, 1500]
paragraph: A Mrs Hexham, at Christchurch, accidentally smothered her child on Tuesday week. — [478, 1411, 630, 1429]
paragraph: Accounts amounting to L328 13s 4d were passed for payment. — [160, 795, 310, 813]
paragraph: The following article on the relation of the banks to the present depression of trade in the Colony appeared in the Lyttelton Times of a recent date:— — [638, 53, 788, 89]
divider — [478, 1134, 630, 1135]
paragraph: A good deal of discussion took place over this letter, some Councillors arguing that as Wong Gye was a Government officer, the matter could not be entertained. Others, however, taking the smallness of salary into consideration, thought otherwise, and it was ruled—That a bonus of L5 be given him, and 10 per cent. in future on all sums obtained by bringing the cases into Court. — [6, 890, 152, 971]
list-item: 9. J. M'Closkey's colt, by Architect—Dunbar Lass — [484, 919, 630, 937]
bakery-ad-line: (Late W. Beattie,) — [828, 730, 912, 739]
paragraph: 2. Cr Colclough moved—That the introduction of Chinese labour upon the County works be discouraged, and with this object it be an instruction to the County Engineer to insert a clause in all County works applications prohibiting the use of Chinese labour by contractors. In support he said that as all the public bodies, not only in the country, but throughout the world, notably California, were acting in the matter, it was necessary that this Council should take action in the matter of excluding the Chinese from participating in the expenditure of public moneys, and thus assist in the general movement. In reply, he said though he admitted the time had not arrived when the Chinese were an actual nuisance, yet he thought it was to take time by the forelock, and anticipate any such a result. — [160, 1038, 310, 1200]
subheading: Evening Sitting. — [55, 1605, 103, 1614]
paragraph: The Resident Magistrate at Christchurch has decided that the owner of a house is liable for the scavenging rate. — [478, 1362, 630, 1389]
row-label: Specie on hand & cash balances — [638, 665, 735, 674]
paragraph: 14. Cr Fraser moved—That the sum of fifteen pounds (L15) sterling be expended on the road Sandy Point to Tarras Block. — [318, 1241, 470, 1268]
column-1 — [6, 28, 152, 1636]
row-value: Nil. — [776, 740, 788, 749]
paragraph: Schedules of the inward and outward correspondence were read, on which the following explanations were made and motions carried. — [6, 478, 152, 514]
paragraph: For Ophir, Naseby, Palmerston, etc., Mondays and Thursdays, at 10 p.m. — [796, 491, 944, 509]
paragraph: 2 short Boxes, and a — [839, 972, 901, 981]
